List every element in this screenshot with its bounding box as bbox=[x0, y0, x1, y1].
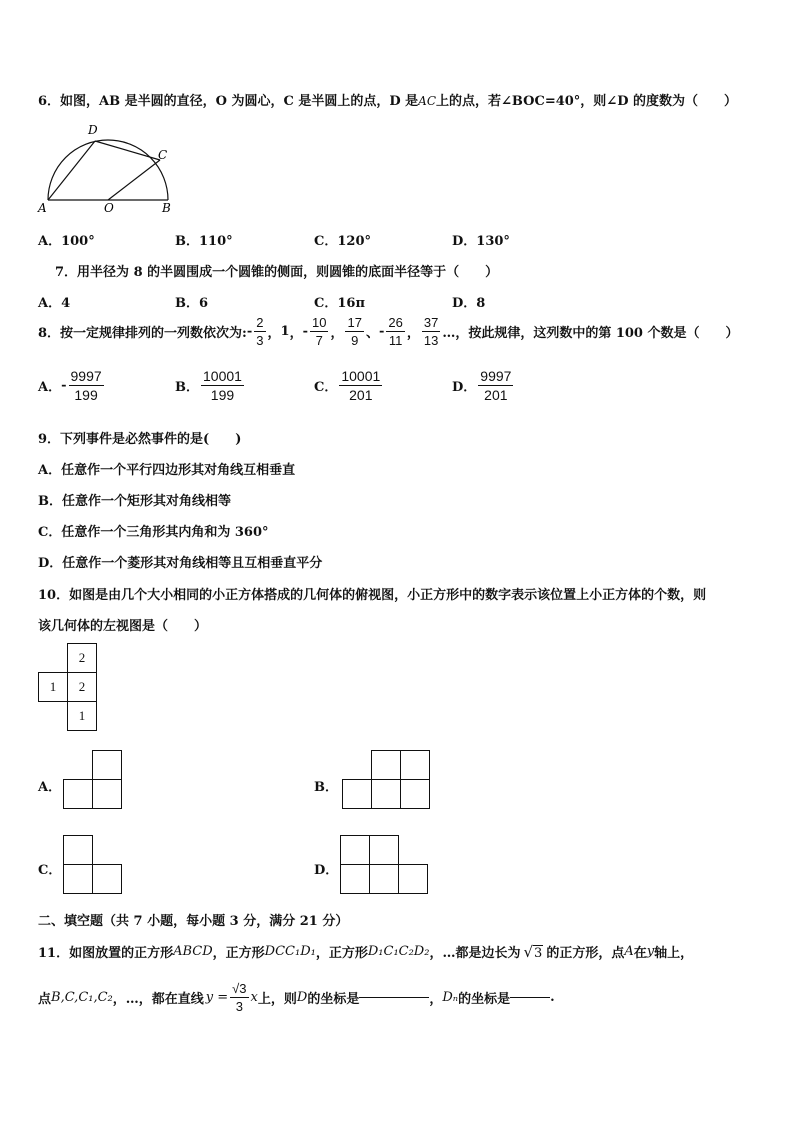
q8-stem: 8．按一定规律排列的一列数依次为: - $\frac{2}{3}$ ， 1 ， - $\frac{10}{7}$ ， $\frac{17}{9}$ 、 - $\frac{26}{11}$ ， $\frac{37}{13}$ …，按此规律，这列数中的第 100 个数是（ ） bbox=[38, 315, 739, 348]
label-o: O bbox=[104, 201, 114, 214]
arc-ac: AC bbox=[418, 94, 437, 108]
grid-cell-bottom: 1 bbox=[67, 701, 97, 731]
q9-option-b[interactable]: B．任意作一个矩形其对角线相等 bbox=[38, 494, 231, 509]
q9-stem: 9．下列事件是必然事件的是( ) bbox=[38, 432, 242, 447]
q7-option-a[interactable]: A．4 bbox=[38, 296, 71, 311]
seq-term-2: 1 bbox=[280, 324, 290, 339]
seq-term-1: - $\frac{2}{3}$ bbox=[246, 315, 264, 348]
line-slope: $\frac{√3}{3}$ bbox=[232, 981, 247, 1014]
square-d1c1c2d2: D₁C₁C₂D₂ bbox=[367, 944, 430, 959]
semicircle-figure bbox=[36, 122, 186, 214]
q6-option-a[interactable]: A．100° bbox=[38, 234, 95, 249]
q7-option-c[interactable]: C．16π bbox=[314, 296, 365, 311]
q7-option-b[interactable]: B．6 bbox=[175, 296, 209, 311]
seq-term-4: $\frac{17}{9}$ bbox=[347, 315, 362, 348]
q6-option-c[interactable]: C．120° bbox=[314, 234, 371, 249]
label-c: C bbox=[158, 148, 168, 162]
q6-option-d[interactable]: D．130° bbox=[452, 234, 510, 249]
q8-option-c[interactable]: C． $\frac{10001}{201}$ bbox=[314, 368, 381, 403]
q10-stem-line1: 10．如图是由几个大小相同的小正方体搭成的几何体的俯视图，小正方形中的数字表示该位置上小正方体的个数，则 bbox=[38, 588, 707, 603]
q11-line2: 点 B,C,C₁,C₂ ，…，都在直线 y = $\frac{√3}{3}$ x 上，则 D 的坐标是 ， Dₙ 的坐标是 . bbox=[38, 981, 555, 1014]
q11-line1: 11．如图放置的正方形 ABCD ，正方形 DCC₁D₁ ，正方形 D₁C₁C₂D₂ ，…都是边长为 √3 的正方形，点 A 在 y 轴上， bbox=[38, 942, 694, 961]
q9-option-d[interactable]: D．任意作一个菱形其对角线相等且互相垂直平分 bbox=[38, 556, 323, 571]
square-abcd: ABCD bbox=[173, 944, 213, 959]
q6-option-b[interactable]: B．110° bbox=[175, 234, 233, 249]
q8-option-a[interactable]: A． - $\frac{9997}{199}$ bbox=[38, 368, 102, 403]
seq-term-5: - $\frac{26}{11}$ bbox=[378, 315, 403, 348]
q7-option-d[interactable]: D．8 bbox=[452, 296, 486, 311]
q6-stem: 6．如图，AB 是半圆的直径，O 为圆心，C 是半圆上的点，D 是AC上的点，若∠BOC=40°，则∠D 的度数为（ ） bbox=[38, 94, 737, 109]
label-b: B bbox=[162, 201, 171, 214]
answer-blank-dn[interactable] bbox=[510, 997, 550, 998]
q10-option-b-label[interactable]: B． bbox=[314, 780, 338, 795]
seq-term-6: $\frac{37}{13}$ bbox=[423, 315, 439, 348]
grid-cell-left: 1 bbox=[38, 672, 68, 702]
grid-cell-middle: 2 bbox=[67, 672, 97, 702]
label-d: D bbox=[88, 123, 98, 137]
section-title: 二、填空题（共 7 小题，每小题 3 分，满分 21 分） bbox=[38, 914, 349, 929]
q10-stem-line2: 该几何体的左视图是（ ） bbox=[38, 619, 208, 634]
q10-option-a-label[interactable]: A． bbox=[38, 780, 62, 795]
q9-option-c[interactable]: C．任意作一个三角形其内角和为 360° bbox=[38, 525, 269, 540]
q9-option-a[interactable]: A．任意作一个平行四边形其对角线互相垂直 bbox=[38, 463, 296, 478]
grid-cell-top: 2 bbox=[67, 643, 97, 673]
square-dcc1d1: DCC₁D₁ bbox=[264, 944, 316, 959]
q10-option-d-label[interactable]: D． bbox=[314, 863, 339, 878]
answer-blank-d[interactable] bbox=[359, 997, 429, 998]
q10-option-c-label[interactable]: C． bbox=[38, 863, 62, 878]
sqrt-3: √3 bbox=[523, 942, 543, 961]
q8-option-d[interactable]: D． $\frac{9997}{201}$ bbox=[452, 368, 512, 403]
seq-term-3: - $\frac{10}{7}$ bbox=[302, 315, 327, 348]
points-list: B,C,C₁,C₂ bbox=[51, 990, 113, 1005]
q8-option-b[interactable]: B． $\frac{10001}{199}$ bbox=[175, 368, 242, 403]
q7-stem: 7．用半径为 8 的半圆围成一个圆锥的侧面，则圆锥的底面半径等于（ ） bbox=[55, 265, 499, 280]
label-a: A bbox=[38, 201, 47, 214]
